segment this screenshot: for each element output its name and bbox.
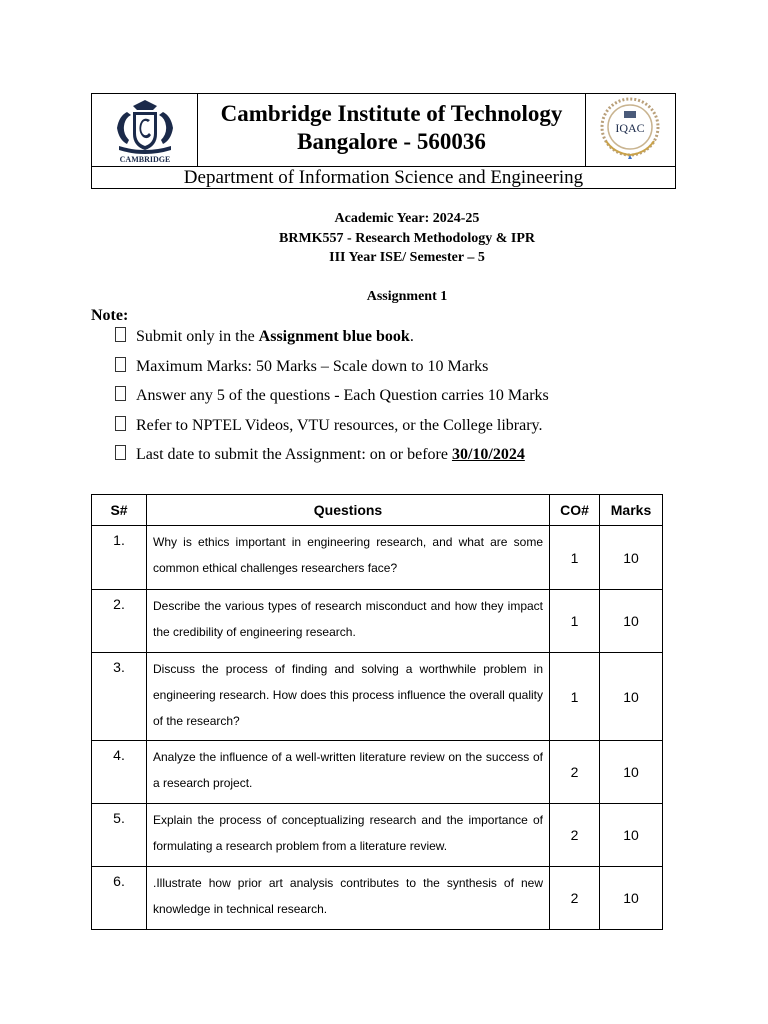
- table-row: [92, 741, 663, 804]
- checkbox-bullet-icon: [115, 357, 126, 372]
- question-number: 1.: [92, 526, 147, 590]
- question-text: Describe the various types of research misconduct and how they impact the credibility of engineering research.: [147, 590, 550, 653]
- iqac-logo: [585, 94, 676, 166]
- note-item: Submit only in the Assignment blue book.: [115, 325, 549, 355]
- checkbox-bullet-icon: [115, 445, 126, 460]
- academic-year: Academic Year: 2024-25: [334, 211, 480, 226]
- question-number: 4.: [92, 741, 147, 804]
- question-text: Analyze the influence of a well-written literature review on the success of a research project.: [147, 741, 550, 804]
- question-number: 3.: [92, 653, 147, 741]
- note-item: Last date to submit the Assignment: on or before 30/10/2024: [115, 443, 549, 473]
- col-questions-header: Questions: [147, 495, 550, 526]
- assignment-title: Assignment 1: [366, 289, 448, 304]
- question-co: 1: [550, 590, 600, 653]
- table-row: [92, 804, 663, 867]
- header-top-row: [92, 94, 675, 167]
- institute-name: Cambridge Institute of Technology: [220, 101, 563, 126]
- question-co: 1: [550, 526, 600, 590]
- question-number: 5.: [92, 804, 147, 867]
- table-row: [92, 526, 663, 590]
- institute-title: [198, 100, 585, 156]
- question-co: 1: [550, 653, 600, 741]
- department-name: Department of Information Science and Engineering: [183, 167, 584, 188]
- header-box: [91, 93, 676, 189]
- note-item: Answer any 5 of the questions - Each Question carries 10 Marks: [115, 384, 549, 414]
- questions-table: [91, 494, 663, 930]
- institute-city: Bangalore - 560036: [297, 129, 486, 154]
- question-marks: 10: [600, 867, 663, 930]
- question-marks: 10: [600, 526, 663, 590]
- col-sn-header: S#: [92, 495, 147, 526]
- course-title: BRMK557 - Research Methodology & IPR: [279, 231, 535, 246]
- cambridge-crest-icon: [105, 96, 185, 164]
- logo-text: CAMBRIDGE: [119, 155, 171, 164]
- iqac-seal-icon: [594, 95, 666, 163]
- table-row: [92, 867, 663, 930]
- checkbox-bullet-icon: [115, 416, 126, 431]
- cambridge-logo: [92, 94, 198, 166]
- col-co-header: CO#: [550, 495, 600, 526]
- question-number: 2.: [92, 590, 147, 653]
- year-semester: III Year ISE/ Semester – 5: [329, 250, 485, 265]
- question-number: 6.: [92, 867, 147, 930]
- question-text: Explain the process of conceptualizing research and the importance of formulating a research problem from a literature review.: [147, 804, 550, 867]
- question-co: 2: [550, 741, 600, 804]
- question-text: .Illustrate how prior art analysis contributes to the synthesis of new knowledge in technical research.: [147, 867, 550, 930]
- question-marks: 10: [600, 590, 663, 653]
- checkbox-bullet-icon: [115, 386, 126, 401]
- table-header-row: [92, 495, 663, 526]
- table-row: [92, 653, 663, 741]
- question-marks: 10: [600, 653, 663, 741]
- note-heading: Note:: [91, 307, 129, 324]
- col-marks-header: Marks: [600, 495, 663, 526]
- note-item: Maximum Marks: 50 Marks – Scale down to 10 Marks: [115, 355, 549, 385]
- question-marks: 10: [600, 804, 663, 867]
- table-row: [92, 590, 663, 653]
- iqac-text: IQAC: [615, 121, 645, 135]
- question-co: 2: [550, 867, 600, 930]
- checkbox-bullet-icon: [115, 327, 126, 342]
- question-marks: 10: [600, 741, 663, 804]
- note-item: Refer to NPTEL Videos, VTU resources, or the College library.: [115, 414, 549, 444]
- question-text: Discuss the process of finding and solving a worthwhile problem in engineering research. How does this process influence the overall quality of the research?: [147, 653, 550, 741]
- question-text: Why is ethics important in engineering research, and what are some common ethical challenges researchers face?: [147, 526, 550, 590]
- question-co: 2: [550, 804, 600, 867]
- due-date: 30/10/2024: [451, 446, 525, 463]
- note-list: [115, 325, 549, 473]
